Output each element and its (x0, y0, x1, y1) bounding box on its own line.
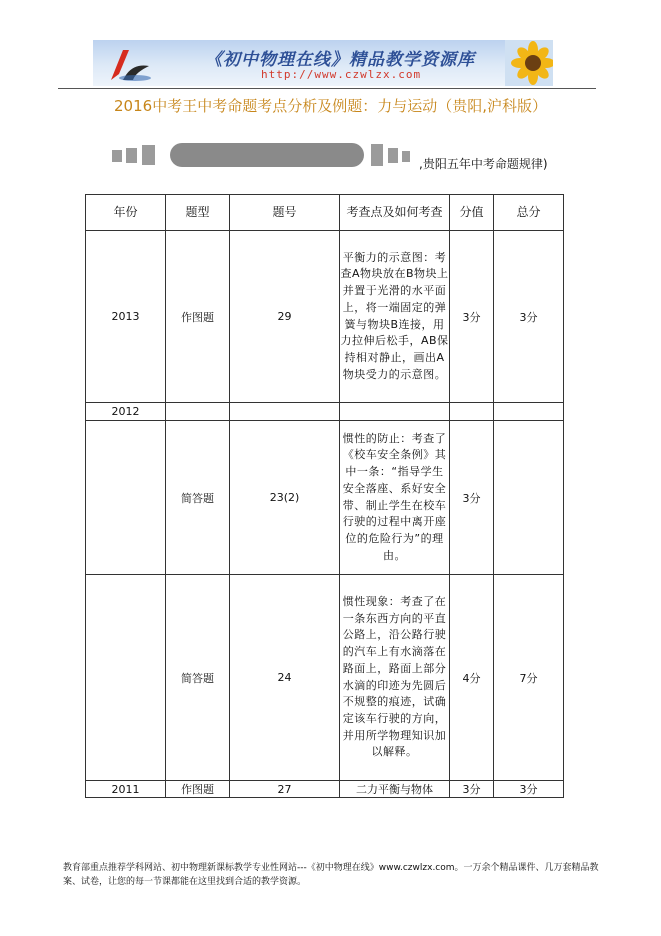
cell-score (450, 403, 494, 421)
cell-year: 2012 (86, 403, 166, 421)
header-score: 分值 (450, 195, 494, 231)
site-logo-icon (105, 44, 155, 84)
cell-type: 作图题 (166, 231, 230, 403)
cell-score: 3分 (450, 421, 494, 575)
cell-year (86, 421, 166, 575)
cell-content: 平衡力的示意图：考查A物块放在B物块上并置于光滑的水平面上，将一端固定的弹簧与物块B连接，用力拉伸后松手，AB保持相对静止，画出A物块受力的示意图。 (340, 231, 450, 403)
cell-total: 3分 (494, 781, 564, 798)
cell-year (86, 575, 166, 781)
header-year: 年份 (86, 195, 166, 231)
header-type: 题型 (166, 195, 230, 231)
cell-type (166, 403, 230, 421)
exam-analysis-table (85, 194, 564, 798)
cell-type: 简答题 (166, 575, 230, 781)
header-banner (93, 40, 553, 86)
header-divider (58, 88, 596, 89)
cell-content: 惯性现象：考查了在一条东西方向的平直公路上，沿公路行驶的汽车上有水滴落在路面上，路面上部分水滴的印迹为先圆后不规整的痕迹，试确定该车行驶的方向，并用所学物理知识加以解释。 (340, 575, 450, 781)
sunflower-icon (505, 40, 553, 86)
table-row (86, 575, 564, 781)
page-title: 2016中考王中考命题考点分析及例题：力与运动（贵阳,沪科版） (114, 97, 547, 115)
table-row (86, 403, 564, 421)
decor-square (371, 144, 383, 166)
cell-year: 2011 (86, 781, 166, 798)
cell-number: 24 (230, 575, 340, 781)
section-pill (170, 143, 364, 167)
table-header-row (86, 195, 564, 231)
decor-square (126, 148, 137, 163)
decor-square (402, 151, 410, 162)
cell-total: 7分 (494, 575, 564, 781)
cell-type: 作图题 (166, 781, 230, 798)
cell-number: 27 (230, 781, 340, 798)
cell-score: 3分 (450, 231, 494, 403)
decor-square (112, 150, 122, 162)
cell-content: 惯性的防止：考查了《校车安全条例》其中一条：“指导学生安全落座、系好安全带、制止学生在校车行驶的过程中离开座位的危险行为”的理由。 (340, 421, 450, 575)
banner-url[interactable]: http://www.czwlzx.com (261, 68, 422, 81)
cell-score: 4分 (450, 575, 494, 781)
header-total: 总分 (494, 195, 564, 231)
cell-total (494, 421, 564, 575)
section-header (112, 142, 572, 172)
cell-content (340, 403, 450, 421)
decor-square (388, 148, 398, 163)
header-content: 考查点及如何考查 (340, 195, 450, 231)
cell-total (494, 403, 564, 421)
banner-title: 《初中物理在线》精品教学资源库 (205, 50, 475, 70)
cell-number: 23(2) (230, 421, 340, 575)
decor-square (142, 145, 155, 165)
table-row (86, 781, 564, 798)
section-label: ,贵阳五年中考命题规律) (419, 157, 548, 171)
cell-type: 简答题 (166, 421, 230, 575)
cell-number: 29 (230, 231, 340, 403)
cell-number (230, 403, 340, 421)
page-footer: 教育部重点推荐学科网站、初中物理新课标教学专业性网站---《初中物理在线》www.czwlzx.com。一万余个精品课件、几万套精品教案、试卷，让您的每一节课都能在这里找到合适的教学资源。 (63, 863, 599, 887)
cell-total: 3分 (494, 231, 564, 403)
table-row (86, 421, 564, 575)
cell-score: 3分 (450, 781, 494, 798)
cell-content: 二力平衡与物体 (340, 781, 450, 798)
header-number: 题号 (230, 195, 340, 231)
table-row (86, 231, 564, 403)
cell-year: 2013 (86, 231, 166, 403)
